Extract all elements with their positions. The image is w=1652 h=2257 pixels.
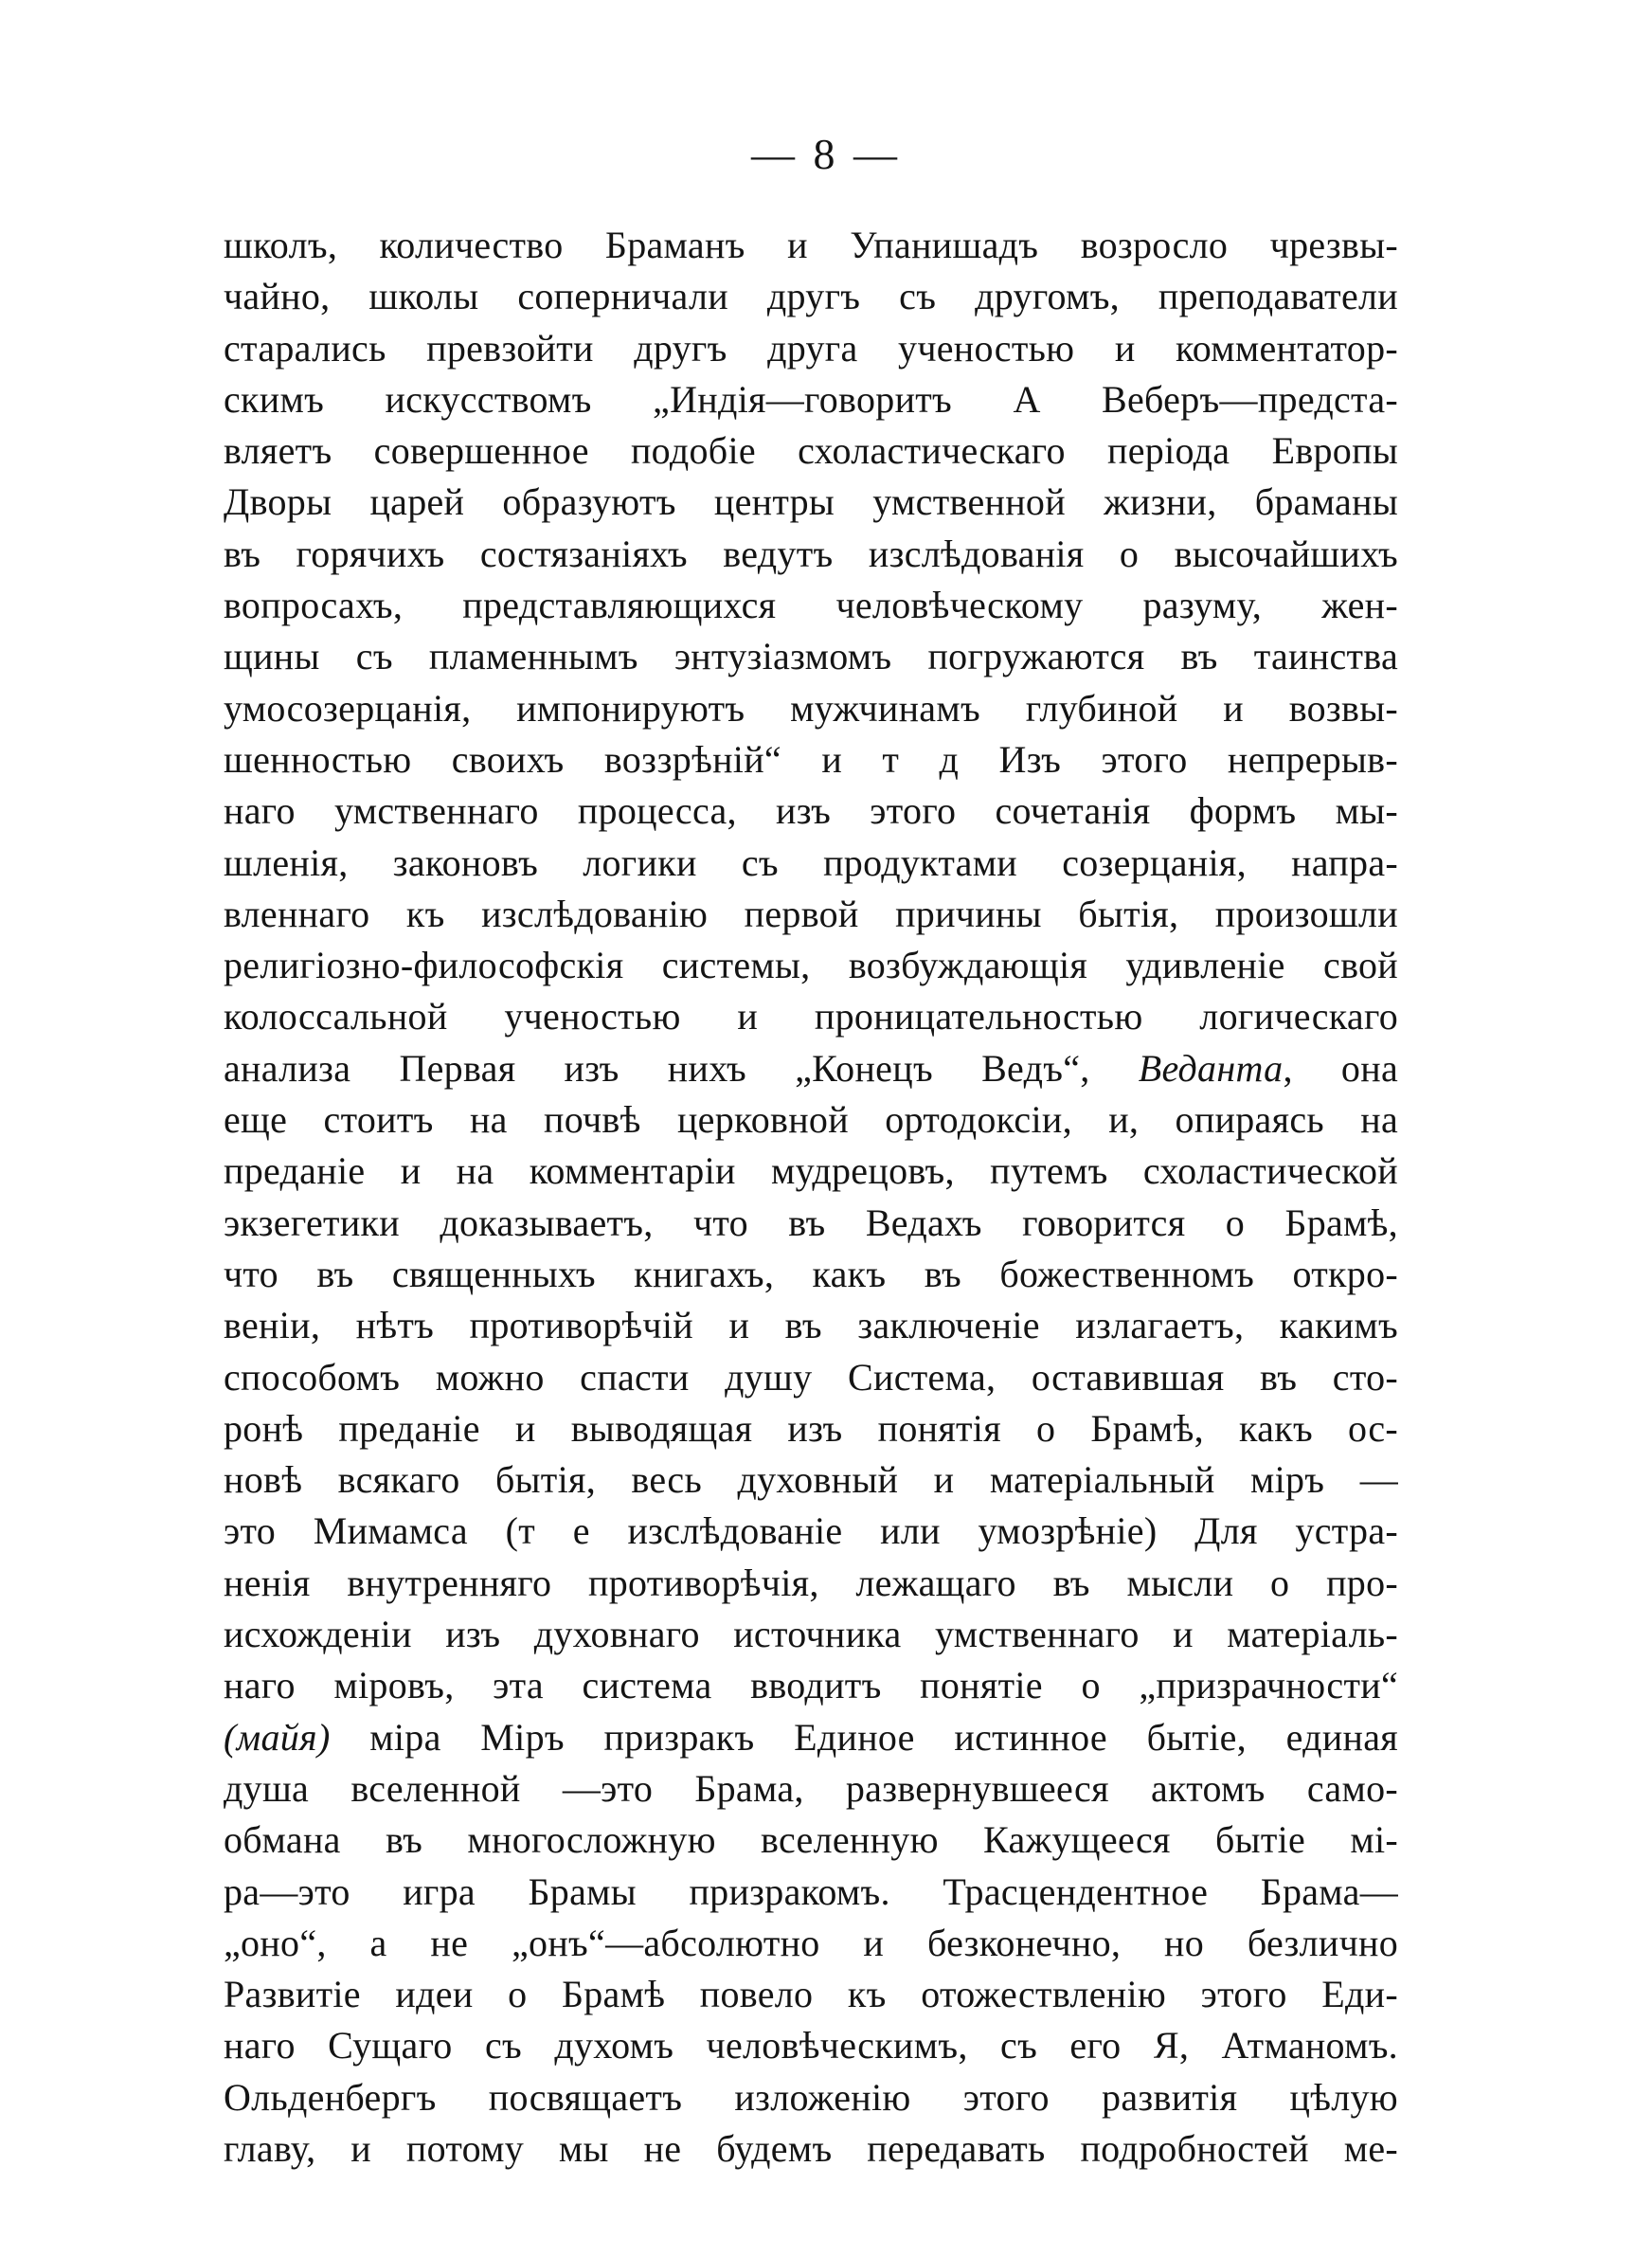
text-line: еще стоитъ на почвѣ церковной ортодоксіи, и, опираясь на (224, 1098, 1398, 1142)
text-line: что въ священныхъ книгахъ, какъ въ божественномъ откро- (224, 1252, 1398, 1295)
text-line: вляетъ совершенное подобіе схоластическаго періода Европы (224, 429, 1398, 473)
text-line: душа вселенной —это Брама, развернувшееся актомъ само- (224, 1766, 1398, 1810)
text-line: вленнаго къ изслѣдованію первой причины бытія, произошли (224, 892, 1398, 935)
text-line: новѣ всякаго бытія, весь духовный и матеріальный міръ — (224, 1458, 1398, 1502)
text-line: скимъ искусствомъ „Индія—говоритъ А Веберъ—предста- (224, 377, 1398, 421)
text-line: анализа Первая изъ нихъ „Конецъ Ведъ“, Веданта, она (224, 1046, 1398, 1090)
text-line: способомъ можно спасти душу Система, оставившая въ сто- (224, 1355, 1398, 1399)
text-line: обмана въ многосложную вселенную Кажущееся бытіе мі- (224, 1818, 1398, 1862)
text-line: колоссальной ученостью и проницательностью логическаго (224, 995, 1398, 1038)
text-line: шленія, законовъ логики съ продуктами созерцанія, напра- (224, 840, 1398, 884)
body-text (224, 220, 1398, 2175)
text-line: Дворы царей образуютъ центры умственной жизни, браманы (224, 480, 1398, 524)
text-line: религіозно-философскія системы, возбуждающія удивленіе свой (224, 944, 1398, 987)
text-line: наго міровъ, эта система вводитъ понятіе о „призрачности“ (224, 1664, 1398, 1707)
text-line: Развитіе идеи о Брамѣ повело къ отожествленію этого Еди- (224, 1973, 1398, 2016)
text-line: „оно“, а не „онъ“—абсолютно и безконечно, но безлично (224, 1921, 1398, 1964)
text-line: старались превзойти другъ друга ученостью и комментатор- (224, 326, 1398, 370)
text-line: ненія внутренняго противорѣчія, лежащаго въ мысли о про- (224, 1561, 1398, 1604)
page-number: — 8 — (751, 130, 901, 178)
text-line: это Мимамса (т е изслѣдованіе или умозрѣніе) Для устра- (224, 1509, 1398, 1553)
text-line: щины съ пламеннымъ энтузіазмомъ погружаются въ таинства (224, 635, 1398, 678)
text-line: умосозерцанія, импонируютъ мужчинамъ глубиной и возвы- (224, 686, 1398, 730)
text-line: школъ, количество Браманъ и Упанишадъ возросло чрезвы- (224, 224, 1398, 266)
text-line: ра—это игра Брамы призракомъ. Трасцендентное Брама— (224, 1869, 1398, 1913)
text-line: главу, и потому мы не будемъ передавать подробностей ме- (224, 2126, 1398, 2170)
text-line: экзегетики доказываетъ, что въ Ведахъ говорится о Брамѣ, (224, 1201, 1398, 1244)
text-line: вопросахъ, представляющихся человѣческому разуму, жен- (224, 584, 1398, 627)
text-line: ронѣ преданіе и выводящая изъ понятія о Брамѣ, какъ ос- (224, 1406, 1398, 1450)
text-line: веніи, нѣтъ противорѣчій и въ заключеніе излагаетъ, какимъ (224, 1304, 1398, 1347)
text-line: Ольденбергъ посвящаетъ изложенію этого развитія цѣлую (224, 2075, 1398, 2119)
text-line: чайно, школы соперничали другъ съ другомъ, преподаватели (224, 275, 1398, 318)
text-line: преданіе и на комментаріи мудрецовъ, путемъ схоластической (224, 1149, 1398, 1193)
text-line: шенностью своихъ воззрѣній“ и т д Изъ этого непрерыв- (224, 737, 1398, 781)
text-line: наго Сущаго съ духомъ человѣческимъ, съ его Я, Атманомъ. (224, 2024, 1398, 2067)
text-line: исхожденіи изъ духовнаго источника умственнаго и матеріаль- (224, 1613, 1398, 1656)
text-line: въ горячихъ состязаніяхъ ведутъ изслѣдованія о высочайшихъ (224, 532, 1398, 575)
text-line: наго умственнаго процесса, изъ этого сочетанія формъ мы- (224, 789, 1398, 833)
text-line: (майя) міра Міръ призракъ Единое истинное бытіе, единая (224, 1715, 1398, 1759)
